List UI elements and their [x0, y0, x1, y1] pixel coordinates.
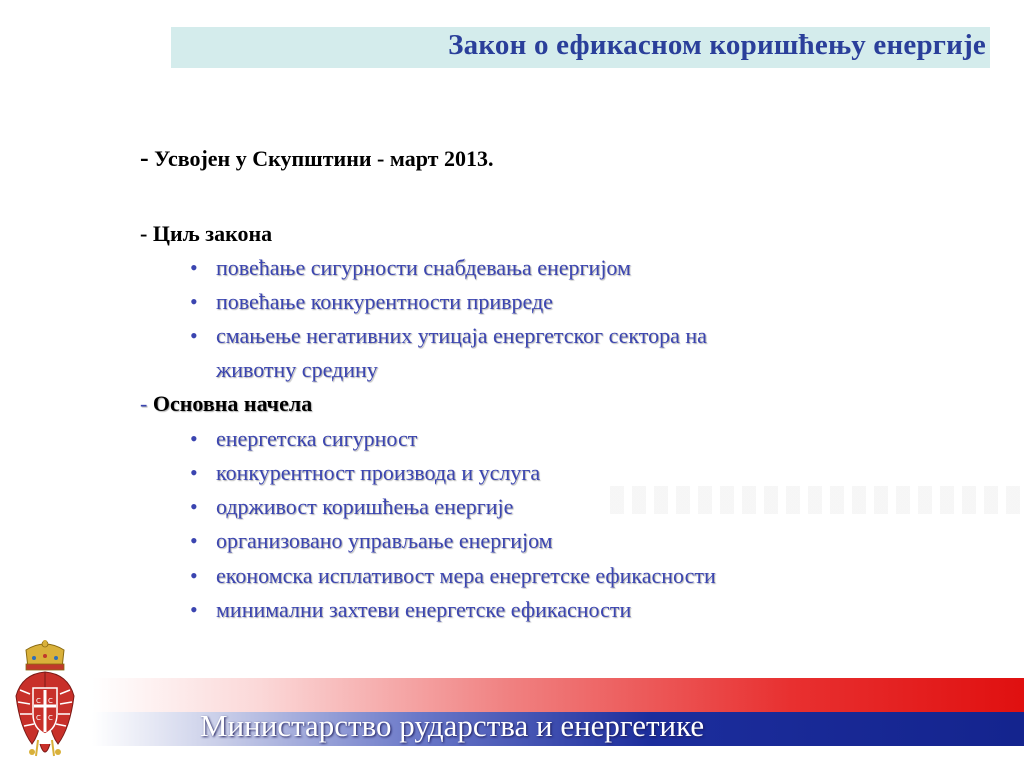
bullet-icon: •	[190, 460, 198, 485]
bullet-icon: •	[190, 289, 198, 314]
slide-title: Закон о ефикасном коришћењу енергије	[448, 29, 986, 61]
goal-heading: - Циљ закона	[140, 221, 273, 246]
goal-item-continuation: животну средину	[216, 357, 378, 382]
principles-dash: -	[140, 391, 148, 416]
svg-text:С: С	[36, 714, 41, 722]
coat-of-arms-icon	[12, 640, 78, 765]
bullet-icon: •	[190, 426, 198, 451]
principle-item: организовано управљање енергијом	[216, 528, 553, 553]
adopted-line	[140, 143, 493, 173]
svg-text:С: С	[36, 697, 41, 705]
principle-item: економска исплативост мера енергетске ефикасности	[216, 563, 716, 588]
principles-heading	[140, 391, 312, 417]
principle-item: конкурентност производа и услуга	[216, 460, 541, 485]
principle-item: енергетска сигурност	[216, 426, 418, 451]
ministry-name: Министарство рударства и енергетике	[200, 708, 705, 743]
bullet-icon: •	[190, 255, 198, 280]
principles-heading-text: Основна начела	[152, 391, 313, 416]
goal-item: повећање конкурентности привреде	[216, 289, 553, 314]
adopted-text: Усвојен у Скупштини - март 2013.	[154, 146, 494, 171]
svg-text:С: С	[48, 714, 53, 722]
goal-item: повећање сигурности снабдевања енергијом	[216, 255, 631, 280]
bullet-icon: •	[190, 563, 198, 588]
svg-text:С: С	[48, 697, 53, 705]
principle-item: одрживост коришћења енергије	[216, 494, 514, 519]
goal-item: смањење негативних утицаја енергетског сектора на	[216, 323, 707, 348]
adopted-dash: -	[140, 143, 149, 172]
footer-red-stripe	[92, 678, 1024, 712]
bullet-icon: •	[190, 494, 198, 519]
bullet-icon: •	[190, 597, 198, 622]
faint-decoration	[610, 486, 1022, 514]
principle-item: минимални захтеви енергетске ефикасности	[216, 597, 632, 622]
bullet-icon: •	[190, 528, 198, 553]
bullet-icon: •	[190, 323, 198, 348]
